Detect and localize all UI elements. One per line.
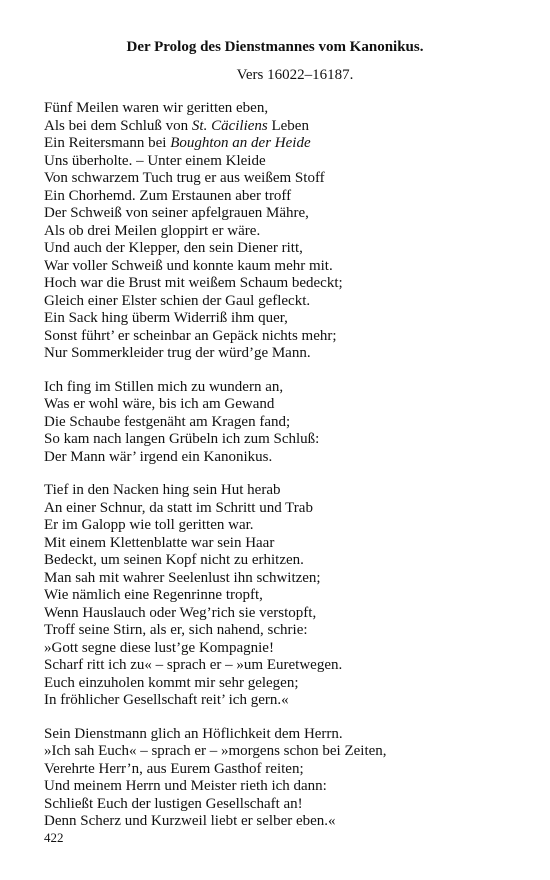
verse-line: An einer Schnur, da statt im Schritt und Trab — [44, 499, 313, 516]
verse-line: Ein Reitersmann bei Boughton an der Heide — [44, 135, 311, 151]
verse-line: Ich fing im Stillen mich zu wundern an, — [44, 378, 284, 395]
verse-line: Ein Sack hing überm Widerriß ihm quer, — [44, 310, 288, 326]
verse-line: Hoch war die Brust mit weißem Schaum bedeckt; — [44, 275, 343, 291]
verse-line: Der Mann wär’ irgend ein Kanonikus. — [44, 448, 273, 465]
verse-line: Gleich einer Elster schien der Gaul gefleckt. — [44, 292, 311, 309]
stanza — [44, 726, 524, 831]
verse-line: Fünf Meilen waren wir geritten eben, — [44, 100, 269, 116]
verse-line: Nur Sommerkleider trug der würd’ge Mann. — [44, 345, 311, 361]
stanza — [44, 100, 524, 363]
verse-line: Scharf ritt ich zu« – sprach er – »um Euretwegen. — [44, 657, 343, 673]
verse-line: Ein Chorhemd. Zum Erstaunen aber troff — [44, 187, 292, 204]
verse-line: »Ich sah Euch« – sprach er – »morgens schon bei Zeiten, — [44, 743, 387, 759]
verse-line: Der Schweiß von seiner apfelgrauen Mähre, — [44, 205, 309, 221]
chapter-title: Der Prolog des Dienstmannes vom Kanonikus. — [126, 39, 424, 55]
verse-line: In fröhlicher Gesellschaft reit’ ich gern.« — [44, 692, 289, 708]
verse-line: War voller Schweiß und konnte kaum mehr mit. — [44, 257, 333, 274]
verse-line: Was er wohl wäre, bis ich am Gewand — [44, 396, 275, 412]
verse-line: Wenn Hauslauch oder Weg’rich sie verstopft, — [44, 604, 317, 621]
verse-range: Vers 16022–16187. — [236, 67, 354, 83]
verse-line: Euch einzuholen kommt mir sehr gelegen; — [44, 674, 299, 691]
verse-line: Wie nämlich eine Regenrinne tropft, — [44, 587, 263, 603]
verse-line: Und meinem Herrn und Meister rieth ich dann: — [44, 778, 327, 794]
verse-line: Tief in den Nacken hing sein Hut herab — [44, 482, 281, 498]
verse-line: Von schwarzem Tuch trug er aus weißem Stoff — [44, 170, 325, 186]
verse-line: Die Schaube festgenäht am Kragen fand; — [44, 413, 291, 430]
verse-line: Sonst führt’ er scheinbar an Gepäck nichts mehr; — [44, 327, 337, 344]
verse-line: Bedeckt, um seinen Kopf nicht zu erhitzen. — [44, 552, 304, 568]
verse-line: Troff seine Stirn, als er, sich nahend, schrie: — [44, 622, 308, 638]
verse-line: Er im Galopp wie toll geritten war. — [44, 517, 254, 533]
stanza — [44, 379, 524, 467]
stanza — [44, 482, 524, 710]
verse-line: Verehrte Herr’n, aus Eurem Gasthof reiten; — [44, 760, 304, 777]
verse-line: Und auch der Klepper, den sein Diener ritt, — [44, 240, 303, 256]
verse-line: Man sah mit wahrer Seelenlust ihn schwitzen; — [44, 569, 321, 586]
verse-line: So kam nach langen Grübeln ich zum Schluß: — [44, 431, 320, 447]
verse-line: Als ob drei Meilen gloppirt er wäre. — [44, 222, 261, 239]
verse-line: »Gott segne diese lust’ge Kompagnie! — [44, 639, 274, 656]
verse-line: Schließt Euch der lustigen Gesellschaft an! — [44, 795, 303, 812]
verse-line: Uns überholte. – Unter einem Kleide — [44, 152, 266, 169]
page-number: 422 — [44, 830, 64, 845]
verse-line: Denn Scherz und Kurzweil liebt er selber eben.« — [44, 813, 336, 829]
poem-body — [44, 100, 524, 847]
verse-line: Als bei dem Schluß von St. Cäciliens Leben — [44, 117, 309, 134]
verse-line: Sein Dienstmann glich an Höflichkeit dem Herrn. — [44, 725, 343, 742]
verse-line: Mit einem Klettenblatte war sein Haar — [44, 534, 275, 551]
